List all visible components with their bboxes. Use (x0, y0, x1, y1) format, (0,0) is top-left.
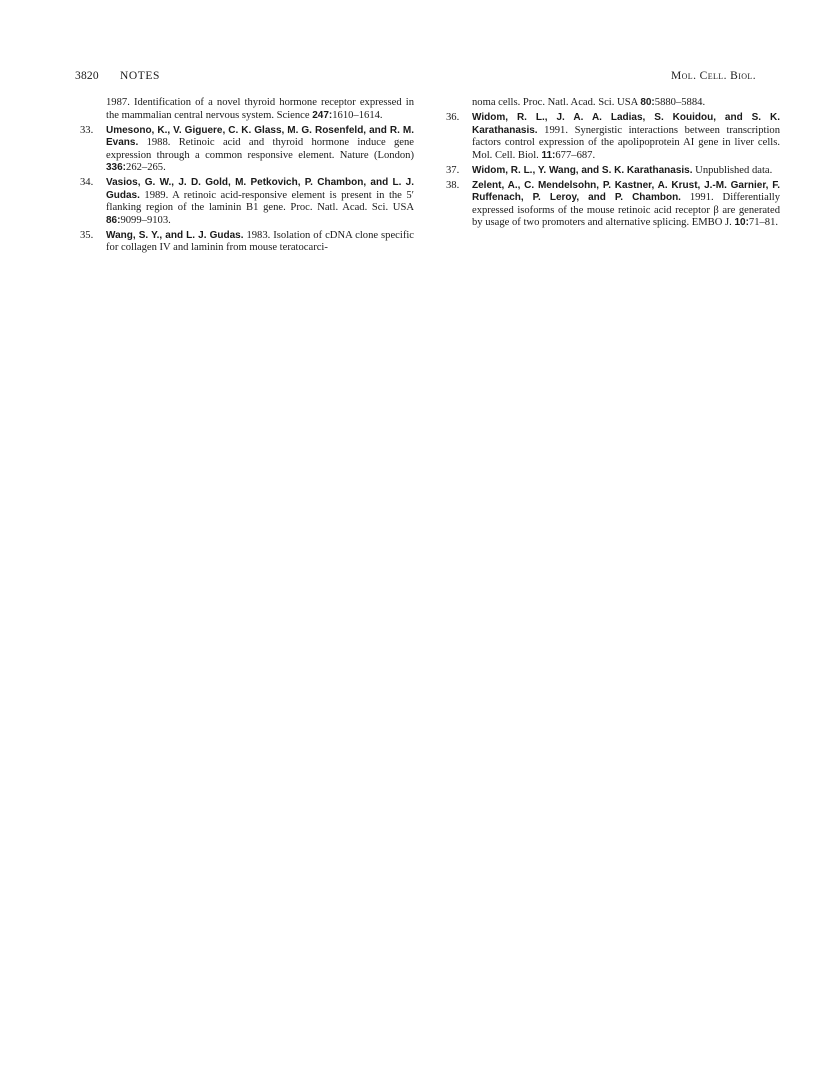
reference-item (446, 112, 780, 162)
reference-volume: 86: (106, 214, 121, 226)
reference-item (80, 125, 414, 175)
reference-item (446, 165, 780, 178)
reference-volume: 80: (640, 97, 655, 108)
reference-pages: 1610–1614. (332, 109, 383, 121)
reference-text: 1988. Retinoic acid and thyroid hormone induce gene expression through a common responsive element. Nature (London) (106, 137, 414, 161)
reference-authors: Wang, S. Y., and L. J. Gudas. (106, 229, 244, 241)
reference-pages: 5880–5884. (654, 97, 706, 108)
reference-volume: 10: (734, 217, 749, 228)
reference-text: 1987. Identification of a novel thyroid hormone receptor expressed in the mammalian central nervous system. Science (106, 97, 414, 121)
references-right-column (446, 97, 780, 232)
reference-pages: 71–81. (748, 217, 779, 228)
page-number: 3820 (75, 70, 99, 82)
reference-volume: 336: (106, 162, 127, 173)
reference-continued (446, 97, 780, 110)
reference-pages: 262–265. (126, 162, 166, 173)
reference-number: 34. (80, 177, 94, 188)
reference-text: noma cells. Proc. Natl. Acad. Sci. USA (472, 97, 641, 108)
reference-number: 38. (446, 179, 460, 191)
reference-continued (80, 97, 414, 122)
reference-item (80, 230, 414, 255)
reference-authors: Umesono, K., V. Giguere, C. K. Glass, M. G. Rosenfeld, and R. M. Evans. (106, 124, 414, 148)
reference-text: 1983. Isolation of cDNA clone specific for collagen IV and laminin from mouse teratocarci- (106, 229, 414, 253)
reference-volume: 247: (312, 109, 333, 121)
reference-item (80, 177, 414, 227)
reference-authors: Widom, R. L., J. A. A. Ladias, S. Kouidou, and S. K. Karathanasis. (472, 112, 780, 136)
reference-number: 36. (446, 112, 460, 123)
reference-number: 37. (446, 164, 460, 176)
reference-pages: 9099–9103. (120, 214, 171, 226)
reference-authors: Zelent, A., C. Mendelsohn, P. Kastner, A. Krust, J.-M. Garnier, F. Ruffenach, P. Leroy, and P. Chambon. (472, 179, 780, 203)
section-title: NOTES (120, 70, 161, 82)
reference-number: 33. (80, 124, 94, 136)
reference-number: 35. (80, 229, 94, 241)
references-left-column (80, 97, 414, 257)
running-header (75, 70, 756, 86)
reference-text: 1991. Differentially expressed isoforms of the mouse retinoic acid receptor β are generated by usage of two promoters and alternative splicing. EMBO J. (472, 192, 780, 228)
reference-text: 1989. A retinoic acid-responsive element is present in the 5′ flanking region of the laminin B1 gene. Proc. Natl. Acad. Sci. USA (106, 189, 414, 213)
reference-pages: 677–687. (555, 149, 596, 161)
reference-volume: 11: (541, 149, 556, 161)
reference-item (446, 180, 780, 230)
reference-authors: Widom, R. L., Y. Wang, and S. K. Karathanasis. (472, 164, 693, 176)
journal-name: Mol. Cell. Biol. (671, 70, 756, 82)
reference-authors: Vasios, G. W., J. D. Gold, M. Petkovich, P. Chambon, and L. J. Gudas. (106, 177, 414, 201)
reference-text: Unpublished data. (692, 164, 773, 176)
reference-text: 1991. Synergistic interactions between transcription factors control expression of the apolipoprotein AI gene in liver cells. Mol. Cell. Biol. (472, 124, 780, 161)
